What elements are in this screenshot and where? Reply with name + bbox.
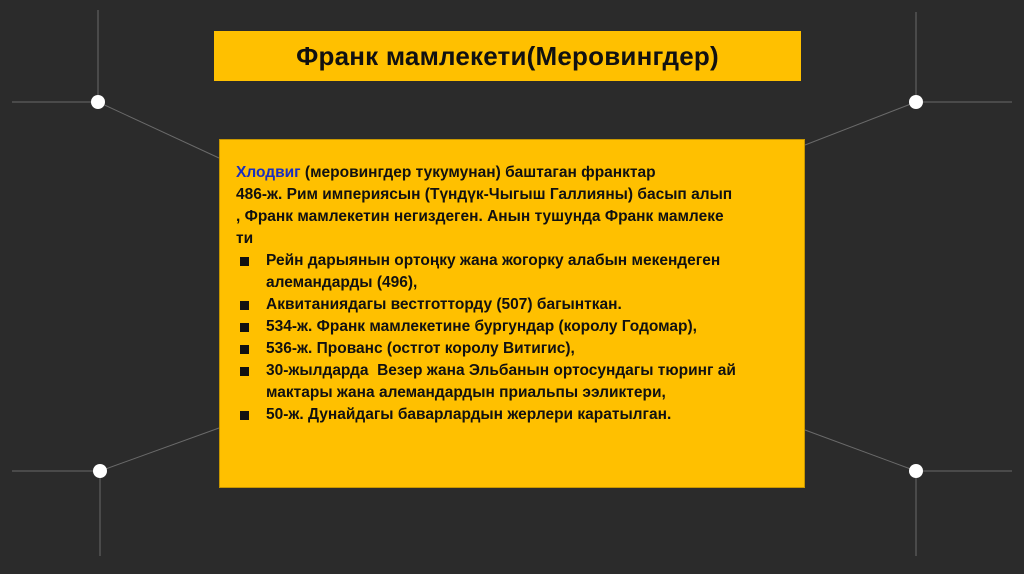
square-bullet-icon xyxy=(240,323,249,332)
content-panel xyxy=(219,139,805,488)
bullet-list xyxy=(236,250,790,426)
list-item xyxy=(236,338,790,360)
list-item-text xyxy=(266,250,720,294)
title-banner xyxy=(214,31,801,81)
list-item-text xyxy=(266,338,575,360)
list-item xyxy=(236,294,790,316)
square-bullet-icon xyxy=(240,301,249,310)
intro-name: Хлодвиг xyxy=(236,164,301,181)
list-item-line: Аквитаниядагы вестготторду (507) багынткан. xyxy=(266,296,622,313)
list-item-text xyxy=(266,316,697,338)
intro-line: 486-ж. Рим империясын (Түндүк-Чыгыш Галлияны) басып алып xyxy=(236,186,733,203)
decor-node xyxy=(909,464,923,478)
decor-line xyxy=(805,102,916,145)
square-bullet-icon xyxy=(240,345,249,354)
decor-node xyxy=(909,95,923,109)
intro-text: (меровингдер тукумунан) баштаган франктар xyxy=(300,164,656,181)
intro-line: ти xyxy=(236,230,254,247)
list-item-text xyxy=(266,294,622,316)
intro-line: , Франк мамлекетин негиздеген. Анын тушунда Франк мамлеке xyxy=(236,208,724,225)
list-item-line: Рейн дарыянын ортоңку жана жогорку алабын мекендеген xyxy=(266,252,721,269)
list-item-line: 50-ж. Дунайдагы баварлардын жерлери каратылган. xyxy=(266,406,672,423)
square-bullet-icon xyxy=(240,257,249,266)
list-item-text xyxy=(266,360,736,404)
list-item xyxy=(236,360,790,404)
decor-node xyxy=(93,464,107,478)
list-item-line: 536-ж. Прованс (остгот королу Витигис), xyxy=(266,340,575,357)
slide-title: Франк мамлекети(Меровингдер) xyxy=(296,40,719,71)
list-item-line: 30-жылдарда Везер жана Эльбанын ортосундагы тюринг ай xyxy=(266,362,736,379)
square-bullet-icon xyxy=(240,411,249,420)
decor-line xyxy=(100,428,219,471)
decor-node xyxy=(91,95,105,109)
square-bullet-icon xyxy=(240,367,249,376)
list-item xyxy=(236,316,790,338)
list-item-line: алемандарды (496), xyxy=(266,274,418,291)
list-item-line: мактары жана алемандардын приальпы ээликтери, xyxy=(266,384,666,401)
list-item xyxy=(236,404,790,426)
list-item xyxy=(236,250,790,294)
decor-line xyxy=(98,102,219,158)
list-item-line: 534-ж. Франк мамлекетине бургундар (королу Годомар), xyxy=(266,318,697,335)
intro-paragraph xyxy=(236,162,790,250)
list-item-text xyxy=(266,404,671,426)
decor-line xyxy=(805,430,916,471)
